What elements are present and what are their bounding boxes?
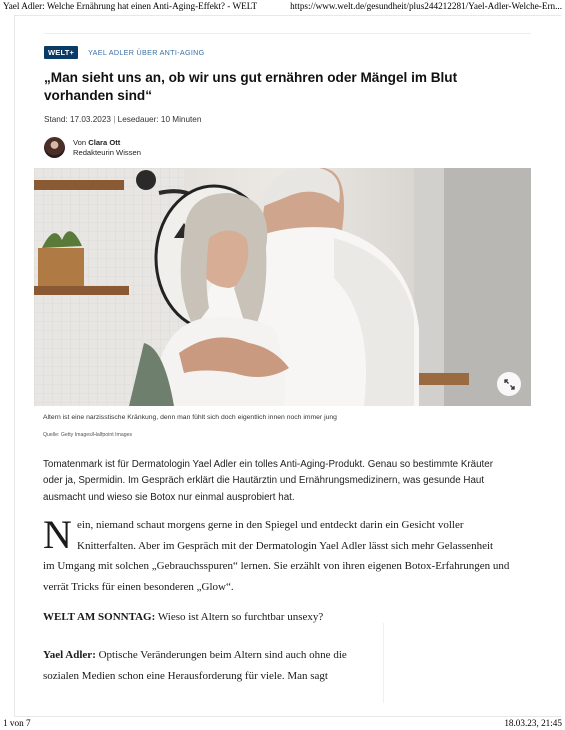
article-intro: Tomatenmark ist für Dermatologin Yael Adler ein tolles Anti-Aging-Produkt. Genau so bestimmte Kräuter oder ja, Spermidin. Im Gespräch erklärt die Hautärztin und Ernährungsmedizinern, was gesunde Haut ausmacht und wieso sie Botox nur einmal ausprobiert hat. <box>43 459 493 503</box>
meta-separator: | <box>113 115 116 124</box>
print-timestamp: 18.03.23, 21:45 <box>504 718 562 728</box>
print-header <box>0 0 565 14</box>
reading-time: Lesedauer: 10 Minuten <box>117 115 202 124</box>
expand-image-button[interactable] <box>497 372 521 396</box>
article-headline: „Man sieht uns an, ob wir uns gut ernähren oder Mängel im Blut vorhanden sind“ <box>44 70 458 103</box>
author-name[interactable]: Clara Ott <box>88 137 121 147</box>
question-text: Wieso ist Altern so furchtbar unsexy? <box>155 611 324 623</box>
top-divider <box>44 33 531 34</box>
article-meta <box>44 115 201 124</box>
kicker-label[interactable]: YAEL ADLER ÜBER ANTI-AGING <box>88 48 205 57</box>
author-text <box>73 138 141 158</box>
paragraph-rest: im Umgang mit solchen „Gebrauchsspuren“ lernen. Sie erzählt von ihren eigenen Botox-Erfahrungen und verrät Tricks für einen besonderen „Glow“. <box>43 560 510 593</box>
drop-cap: N <box>43 512 72 557</box>
print-footer <box>0 718 565 730</box>
question-speaker: WELT AM SONNTAG: <box>43 611 156 623</box>
paragraph-line: ein, niemand schaut morgens gerne in den Spiegel und entdeckt darin ein Gesicht voller <box>77 519 464 531</box>
answer-speaker: Yael Adler: <box>43 649 96 661</box>
paragraph-line: Knitterfalten. Aber im Gespräch mit der Dermatologin Yael Adler lässt sich mehr Gelassenheit <box>77 539 494 552</box>
author-block <box>44 137 141 158</box>
answer-text: Optische Veränderungen beim Altern sind auch ohne die sozialen Medien schon eine Herausforderung für viele. Man sagt <box>43 649 347 682</box>
image-credit: Quelle: Getty Images/Halfpoint Images <box>43 432 133 438</box>
interview-question <box>43 607 383 628</box>
author-role: Redakteurin Wissen <box>73 147 141 157</box>
print-page-number: 1 von 7 <box>3 718 31 728</box>
article-kicker <box>44 46 205 59</box>
author-prefix: Von <box>73 137 87 147</box>
publish-date: Stand: 17.03.2023 <box>44 115 111 124</box>
expand-icon <box>504 379 515 390</box>
print-page-title: Yael Adler: Welche Ernährung hat einen Anti-Aging-Effekt? - WELT <box>3 1 258 11</box>
welt-plus-badge[interactable]: WELT+ <box>44 46 78 59</box>
hero-photo <box>34 168 531 406</box>
ad-placeholder <box>383 623 533 703</box>
body-paragraph-1 <box>43 512 515 597</box>
print-url: https://www.welt.de/gesundheit/plus244212281/Yael-Adler-Welche-Ern... <box>290 1 562 11</box>
image-caption: Altern ist eine narzisstische Kränkung, denn man fühlt sich doch eigentlich innen noch immer jung <box>43 414 337 421</box>
interview-answer <box>43 645 363 686</box>
hero-image[interactable] <box>34 168 531 406</box>
author-avatar[interactable] <box>44 137 65 158</box>
